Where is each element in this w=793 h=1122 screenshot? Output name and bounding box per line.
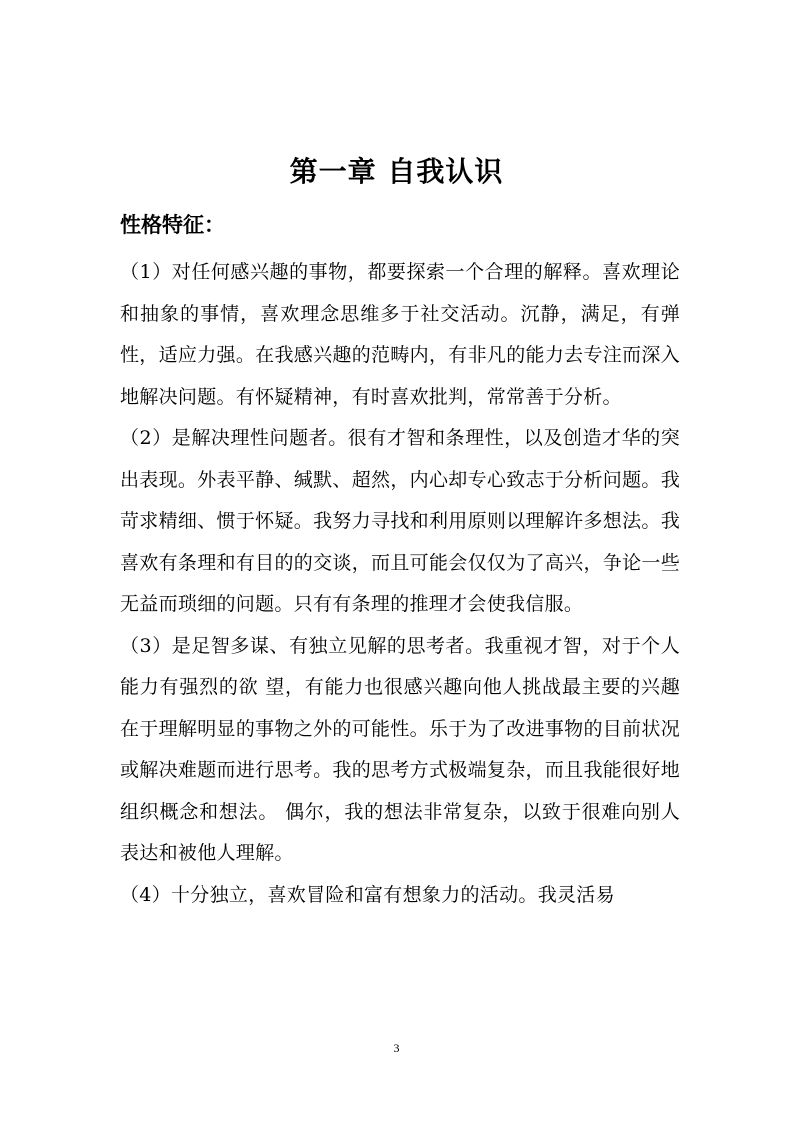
body-text <box>120 252 680 916</box>
section-heading: 性格特征： <box>120 213 225 237</box>
paragraph-3: （3）是足智多谋、有独立见解的思考者。我重视才智，对于个人能力有强烈的欲 望，有能力也很感兴趣向他人挑战最主要的兴趣在于理解明显的事物之外的可能性。乐于为了改进事物的目前状况或解决难题而进行思考。我的思考方式极端复杂，而且我能很好地组织概念和想法。 偶尔，我的想法非常复杂，以致于很难向别人表达和被他人理解。 <box>120 634 680 864</box>
page-number: 3 <box>393 1041 400 1055</box>
paragraph-2: （2）是解决理性问题者。很有才智和条理性，以及创造才华的突出表现。外表平静、缄默、超然，内心却专心致志于分析问题。我苛求精细、惯于怀疑。我努力寻找和利用原则以理解许多想法。我喜欢有条理和有目的的交谈，而且可能会仅仅为了高兴，争论一些无益而琐细的问题。只有有条理的推理才会使我信服。 <box>120 427 680 615</box>
paragraph-4: （4）十分独立，喜欢冒险和富有想象力的活动。我灵活易 <box>120 883 615 906</box>
chapter-title: 第一章 自我认识 <box>289 155 504 188</box>
paragraph-1: （1）对任何感兴趣的事物，都要探索一个合理的解释。喜欢理论和抽象的事情，喜欢理念思维多于社交活动。沉静，满足，有弹性，适应力强。在我感兴趣的范畴内，有非凡的能力去专注而深入地解决问题。有怀疑精神，有时喜欢批判，常常善于分析。 <box>120 261 680 408</box>
